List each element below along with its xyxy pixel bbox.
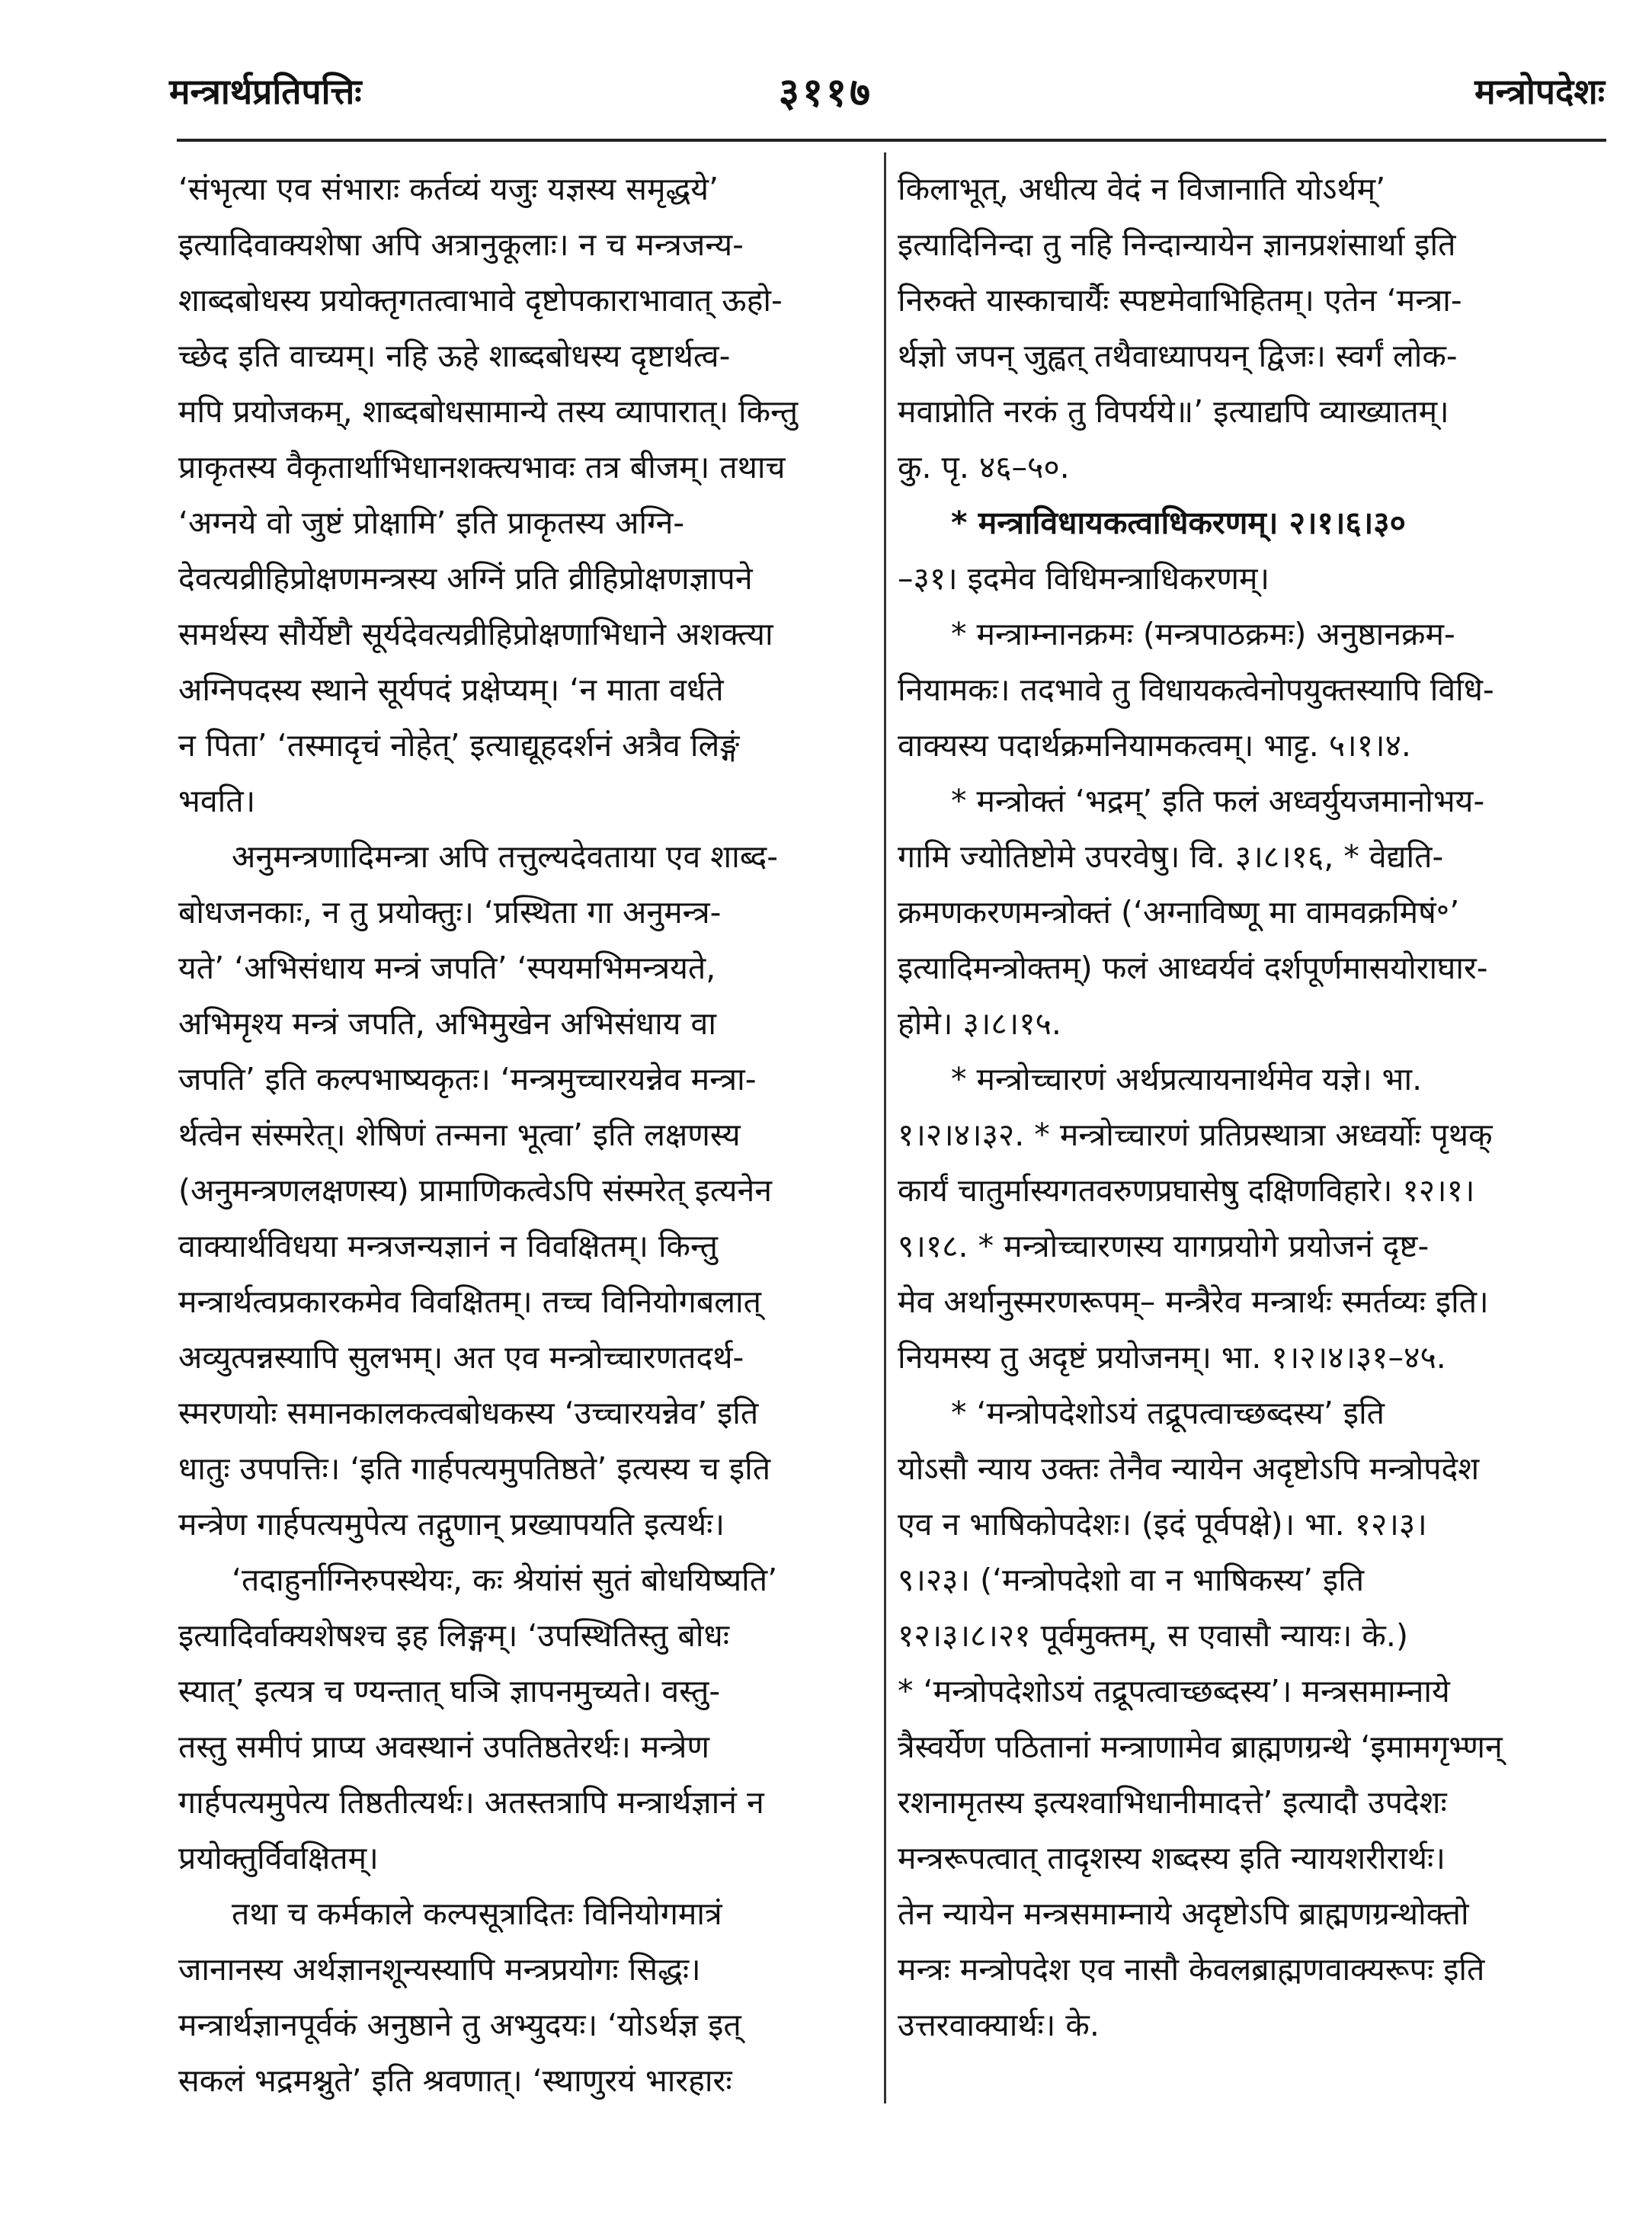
text-line: (अनुमन्त्रणलक्षणस्य) प्रामाणिकत्वेऽपि संस्मरेत् इत्यनेन [178, 1172, 773, 1209]
text-line: मेव अर्थानुस्मरणरूपम्– मन्त्रैरेव मन्त्रार्थः स्मर्तव्यः इति। [898, 1283, 1489, 1320]
text-line: अभिमृश्य मन्त्रं जपति, अभिमुखेन अभिसंधाय वा [178, 1005, 716, 1042]
text-line: ‘तदाहुर्नाग्निरुपस्थेयः, कः श्रेयांसं सुतं बोधयिष्यति’ [232, 1562, 778, 1598]
text-line: भवति। [178, 783, 256, 819]
text-line: र्थज्ञो जपन् जुह्वत् तथैवाध्यापयन् द्विजः। स्वर्गं लोक- [898, 338, 1458, 374]
text-line: ‘संभृत्या एव संभाराः कर्तव्यं यजुः यज्ञस्य समृद्धये’ [178, 171, 719, 207]
entry-heading: * मन्त्राम्नानक्रमः (मन्त्रपाठक्रमः) अनुष्ठानक्रम- [951, 616, 1455, 652]
text-line: एव न भाषिकोपदेशः। (इदं पूर्वपक्षे)। भा. १२।३। [898, 1506, 1427, 1543]
left-column [178, 162, 864, 2109]
text-line: वाक्यस्य पदार्थक्रमनियामकत्वम्। भाट्ट. ५।१।४. [898, 727, 1411, 764]
text-line: तथा च कर्मकाले कल्पसूत्रादितः विनियोगमात्रं [232, 1895, 722, 1932]
entry-heading: * ‘मन्त्रोपदेशोऽयं तद्रूपत्वाच्छब्दस्य’ इति [951, 1395, 1385, 1431]
text-line: स्मरणयोः समानकालकत्वबोधकस्य ‘उच्चारयन्नेव’ इति [178, 1395, 759, 1431]
text-line: र्थत्वेन संस्मरेत्। शेषिणं तन्मना भूत्वा’ इति लक्षणस्य [178, 1117, 741, 1153]
text-line: इत्यादिर्वाक्यशेषश्च इह लिङ्गम्। ‘उपस्थितिस्तु बोधः [178, 1617, 730, 1654]
text-line: मन्त्ररूपत्वात् तादृशस्य शब्दस्य इति न्यायशरीरार्थः। [898, 1840, 1446, 1876]
text-line: समर्थस्य सौर्येष्टौ सूर्यदेवत्यव्रीहिप्रोक्षणाभिधाने अशक्त्या [178, 616, 773, 652]
text-line: तस्तु समीपं प्राप्य अवस्थानं उपतिष्ठतेरर्थः। मन्त्रेण [178, 1729, 710, 1765]
text-line: नियमस्य तु अदृष्टं प्रयोजनम्। भा. १।२।४।३१–४५. [898, 1339, 1446, 1376]
text-line: प्रयोक्तुर्विवक्षितम्। [178, 1840, 379, 1876]
text-line: तेन न्यायेन मन्त्रसमाम्नाये अदृष्टोऽपि ब्राह्मणग्रन्थोक्तो [898, 1895, 1469, 1932]
entry-heading: * मन्त्राविधायकत्वाधिकरणम्। २।१।६।३० [951, 505, 1406, 541]
text-line: नियामकः। तदभावे तु विधायकत्वेनोपयुक्तस्यापि विधि- [898, 671, 1494, 708]
text-line: जानानस्य अर्थज्ञानशून्यस्यापि मन्त्रप्रयोगः सिद्धः। [178, 1951, 701, 1988]
text-line: देवत्यव्रीहिप्रोक्षणमन्त्रस्य अग्निं प्रति व्रीहिप्रोक्षणज्ञापने [178, 560, 753, 597]
text-line: मन्त्रः मन्त्रोपदेश एव नासौ केवलब्राह्मणवाक्यरूपः इति [898, 1951, 1485, 1988]
text-line: उत्तरवाक्यार्थः। के. [898, 2007, 1100, 2043]
text-line: कार्यं चातुर्मास्यगतवरुणप्रघासेषु दक्षिणविहारे। १२।१। [898, 1172, 1475, 1209]
text-line: अग्निपदस्य स्थाने सूर्यपदं प्रक्षेप्यम्। ‘न माता वर्धते [178, 671, 724, 708]
text-line: गामि ज्योतिष्टोमे उपरवेषु। वि. ३।८।१६, * वेद्यति- [898, 838, 1444, 875]
text-line: क्रमणकरणमन्त्रोक्तं (‘अग्नाविष्णू मा वामवक्रमिषं॰’ [898, 894, 1460, 931]
text-line: –३१। इदमेव विधिमन्त्राधिकरणम्। [898, 560, 1270, 597]
text-line: इत्यादिमन्त्रोक्तम्) फलं आध्वर्यवं दर्शपूर्णमासयोराघार- [898, 950, 1488, 986]
text-line: मन्त्रार्थज्ञानपूर्वकं अनुष्ठाने तु अभ्युदयः। ‘योऽर्थज्ञ इत् [178, 2007, 741, 2043]
text-line: शाब्दबोधस्य प्रयोक्तृगतत्वाभावे दृष्टोपकाराभावात् ऊहो- [178, 282, 783, 319]
text-line: न पिता’ ‘तस्मादृचं नोहेत्’ इत्याद्यूहदर्शनं अत्रैव लिङ्गं [178, 727, 740, 764]
text-line: * ‘मन्त्रोपदेशोऽयं तद्रूपत्वाच्छब्दस्य’। मन्त्रसमाम्नाये [898, 1673, 1450, 1709]
running-head-left: मन्त्रार्थप्रतिपत्तिः [169, 71, 362, 112]
page-number: ३११७ [778, 70, 874, 116]
text-line: मन्त्रेण गार्हपत्यमुपेत्य तद्गुणान् प्रख्यापयति इत्यर्थः। [178, 1506, 725, 1543]
text-line: वाक्यार्थविधया मन्त्रजन्यज्ञानं न विवक्षितम्। किन्तु [178, 1228, 719, 1264]
text-line: कु. पृ. ४६–५०. [898, 449, 1070, 485]
text-line: मवाप्नोति नरकं तु विपर्यये॥’ इत्याद्यपि व्याख्यातम्। [898, 393, 1449, 430]
text-line: निरुक्ते यास्काचार्यैः स्पष्टमेवाभिहितम्। एतेन ‘मन्त्रा- [898, 282, 1462, 319]
entry-heading: * मन्त्रोक्तं ‘भद्रम्’ इति फलं अध्वर्युयजमानोभय- [951, 783, 1485, 819]
text-line: इत्यादिवाक्यशेषा अपि अत्रानुकूलाः। न च मन्त्रजन्य- [178, 226, 744, 263]
column-divider [884, 152, 886, 2103]
text-line: ९।१८. * मन्त्रोच्चारणस्य यागप्रयोगे प्रयोजनं दृष्ट- [898, 1228, 1429, 1264]
text-line: जपति’ इति कल्पभाष्यकृतः। ‘मन्त्रमुच्चारयन्नेव मन्त्रा- [178, 1061, 757, 1097]
text-line: गार्हपत्यमुपेत्य तिष्ठतीत्यर्थः। अतस्तत्रापि मन्त्रार्थज्ञानं न [178, 1784, 764, 1821]
text-line: अव्युत्पन्नस्यापि सुलभम्। अत एव मन्त्रोच्चारणतदर्थ- [178, 1339, 744, 1376]
text-line: मपि प्रयोजकम्, शाब्दबोधसामान्ये तस्य व्यापारात्। किन्तु [178, 393, 799, 430]
text-line: होमे। ३।८।१५. [898, 1005, 1061, 1042]
text-line: ‘अग्नये वो जुष्टं प्रोक्षामि’ इति प्राकृतस्य अग्नि- [178, 505, 685, 541]
text-line: सकलं भद्रमश्नुते’ इति श्रवणात्। ‘स्थाणुरयं भारहारः [178, 2062, 732, 2099]
right-column [898, 162, 1599, 2053]
text-line: रशनामृतस्य इत्यश्वाभिधानीमादत्ते’ इत्यादौ उपदेशः [898, 1784, 1447, 1821]
text-line: बोधजनकाः, न तु प्रयोक्तुः। ‘प्रस्थिता गा अनुमन्त्र- [178, 894, 722, 931]
text-line: १।२।४।३२. * मन्त्रोच्चारणं प्रतिप्रस्थात्रा अध्वर्योः पृथक् [898, 1117, 1493, 1153]
text-line: ९।२३। (‘मन्त्रोपदेशो वा न भाषिकस्य’ इति [898, 1562, 1365, 1598]
text-line: स्यात्’ इत्यत्र च ण्यन्तात् घञि ज्ञापनमुच्यते। वस्तु- [178, 1673, 721, 1709]
text-line: प्राकृतस्य वैकृतार्थाभिधानशक्त्यभावः तत्र बीजम्। तथाच [178, 449, 786, 485]
text-line: धातुः उपपत्तिः। ‘इति गार्हपत्यमुपतिष्ठते’ इत्यस्य च इति [178, 1450, 771, 1487]
text-line: त्रैस्वर्येण पठितानां मन्त्राणामेव ब्राह्मणग्रन्थे ‘इमामगृभ्णन् [898, 1729, 1503, 1765]
text-line: अनुमन्त्रणादिमन्त्रा अपि तत्तुल्यदेवताया एव शाब्द- [232, 838, 779, 875]
text-line: १२।३।८।२१ पूर्वमुक्तम्, स एवासौ न्यायः। के.) [898, 1617, 1408, 1654]
text-line: च्छेद इति वाच्यम्। नहि ऊहे शाब्दबोधस्य दृष्टार्थत्व- [178, 338, 731, 374]
text-line: योऽसौ न्याय उक्तः तेनैव न्यायेन अदृष्टोऽपि मन्त्रोपदेश [898, 1450, 1480, 1487]
text-line: इत्यादिनिन्दा तु नहि निन्दान्यायेन ज्ञानप्रशंसार्था इति [898, 226, 1456, 263]
header-rule [177, 139, 1606, 142]
text-line: मन्त्रार्थत्वप्रकारकमेव विवक्षितम्। तच्च विनियोगबलात् [178, 1283, 762, 1320]
page-header [0, 0, 1652, 137]
text-line: किलाभूत्, अधीत्य वेदं न विजानाति योऽर्थम्’ [898, 171, 1386, 207]
text-line: यते’ ‘अभिसंधाय मन्त्रं जपति’ ‘स्पयमभिमन्त्रयते, [178, 950, 716, 986]
running-head-right: मन्त्रोपदेशः [1474, 71, 1605, 112]
entry-heading: * मन्त्रोच्चारणं अर्थप्रत्यायनार्थमेव यज्ञे। भा. [951, 1061, 1423, 1097]
